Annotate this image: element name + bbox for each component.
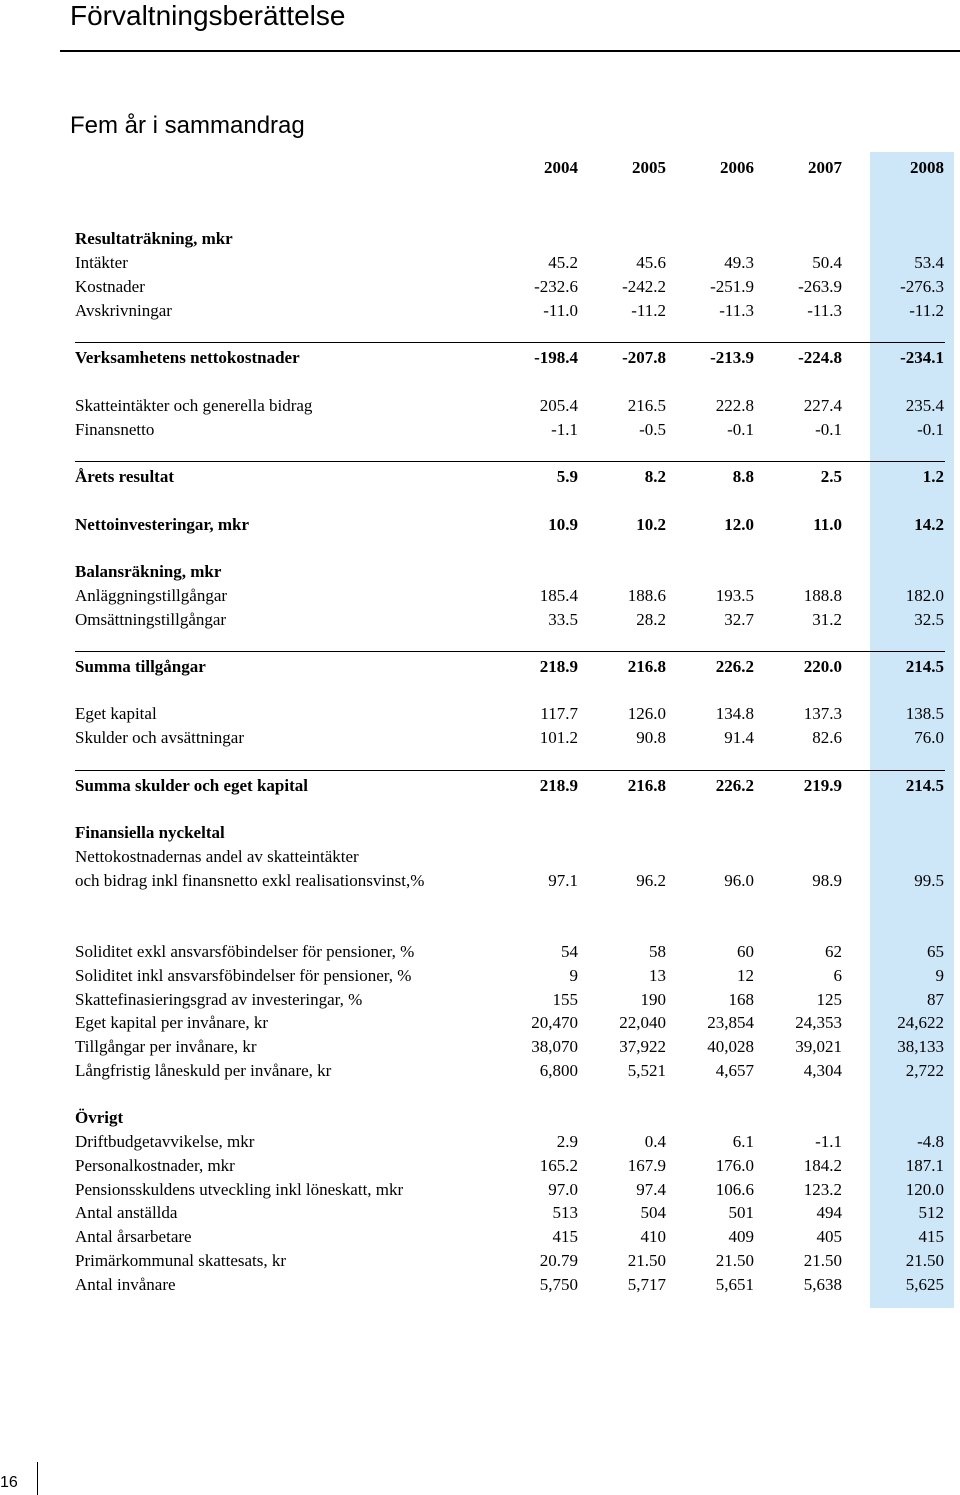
table-row	[75, 467, 945, 491]
row-value: 504	[640, 1203, 666, 1222]
row-label: Nettokostnadernas andel av skatteintäkter	[75, 847, 359, 866]
row-value: -0.1	[727, 420, 754, 439]
row-value: -0.1	[917, 420, 944, 439]
row-label: Avskrivningar	[75, 301, 172, 320]
row-value: 193.5	[715, 586, 754, 605]
row-value: -11.3	[719, 301, 754, 320]
row-value: 2,722	[905, 1061, 944, 1080]
row-value: 137.3	[803, 704, 842, 723]
row-value: -234.1	[900, 348, 944, 367]
row-value: 12.0	[724, 515, 754, 534]
row-value: 182.0	[905, 586, 944, 605]
row-label: Finansnetto	[75, 420, 155, 439]
table-row	[75, 348, 945, 372]
row-value: 214.5	[905, 776, 944, 795]
row-value: 8.2	[644, 467, 666, 486]
table-row	[75, 253, 945, 277]
table-row	[75, 942, 945, 966]
row-label: Balansräkning, mkr	[75, 562, 222, 581]
row-label: Verksamhetens nettokostnader	[75, 348, 300, 367]
row-value: -207.8	[622, 348, 666, 367]
row-value: 87	[927, 990, 944, 1009]
row-value: 5.9	[556, 467, 578, 486]
row-value: 38,133	[897, 1037, 944, 1056]
row-label: Eget kapital per invånare, kr	[75, 1013, 269, 1032]
row-label: Antal årsarbetare	[75, 1227, 192, 1246]
table-row	[75, 823, 945, 847]
row-value: 501	[728, 1203, 754, 1222]
row-value: 9	[935, 966, 944, 985]
row-value: 4,657	[715, 1061, 754, 1080]
row-value: 6,800	[539, 1061, 578, 1080]
row-value: 216.5	[627, 396, 666, 415]
row-value: -276.3	[900, 277, 944, 296]
row-label: Omsättningstillgångar	[75, 610, 227, 629]
row-label: Driftbudgetavvikelse, mkr	[75, 1132, 255, 1151]
header-rule	[60, 50, 960, 52]
row-value: 40,028	[707, 1037, 754, 1056]
row-value: 31.2	[812, 610, 842, 629]
row-label: Nettoinvesteringar, mkr	[75, 515, 250, 534]
row-value: 123.2	[803, 1180, 842, 1199]
row-value: 76.0	[914, 728, 944, 747]
row-value: 23,854	[707, 1013, 754, 1032]
table-row	[75, 610, 945, 634]
section-rule	[75, 651, 945, 652]
row-value: 218.9	[539, 776, 578, 795]
row-label: Primärkommunal skattesats, kr	[75, 1251, 287, 1270]
row-value: 188.8	[803, 586, 842, 605]
row-value: 190	[640, 990, 666, 1009]
row-label: Tillgångar per invånare, kr	[75, 1037, 257, 1056]
row-value: 415	[918, 1227, 944, 1246]
table-row	[75, 704, 945, 728]
row-value: 97.0	[548, 1180, 578, 1199]
row-value: -213.9	[710, 348, 754, 367]
row-value: 50.4	[812, 253, 842, 272]
row-value: 513	[552, 1203, 578, 1222]
row-value: 5,750	[539, 1275, 578, 1294]
year-header: 2005	[632, 158, 666, 177]
row-value: 187.1	[905, 1156, 944, 1175]
row-value: 60	[737, 942, 754, 961]
row-value: 226.2	[715, 776, 754, 795]
row-value: 91.4	[724, 728, 754, 747]
table-row	[75, 229, 945, 253]
table-row	[75, 1275, 945, 1299]
table-row	[75, 515, 945, 539]
row-value: 126.0	[627, 704, 666, 723]
row-value: 9	[569, 966, 578, 985]
row-value: 32.5	[914, 610, 944, 629]
row-value: 20.79	[539, 1251, 578, 1270]
row-value: 21.50	[905, 1251, 944, 1270]
row-value: 5,625	[905, 1275, 944, 1294]
document-header-title: Förvaltningsberättelse	[70, 0, 346, 31]
row-value: 33.5	[548, 610, 578, 629]
table-row	[75, 562, 945, 586]
row-value: 216.8	[627, 657, 666, 676]
row-value: 99.5	[914, 871, 944, 890]
row-value: 218.9	[539, 657, 578, 676]
row-value: 97.4	[636, 1180, 666, 1199]
row-value: 188.6	[627, 586, 666, 605]
row-label: Pensionsskuldens utveckling inkl löneskatt, mkr	[75, 1180, 404, 1199]
row-value: -0.1	[815, 420, 842, 439]
year-header: 2004	[544, 158, 578, 177]
row-value: -263.9	[798, 277, 842, 296]
row-value: 21.50	[627, 1251, 666, 1270]
table-row	[75, 1108, 945, 1132]
row-value: 167.9	[627, 1156, 666, 1175]
row-value: -4.8	[917, 1132, 944, 1151]
row-value: 106.6	[715, 1180, 754, 1199]
row-value: 90.8	[636, 728, 666, 747]
row-value: 62	[825, 942, 842, 961]
section-rule	[75, 770, 945, 771]
row-value: 216.8	[627, 776, 666, 795]
row-value: 54	[561, 942, 578, 961]
row-label: Resultaträkning, mkr	[75, 229, 233, 248]
table-row	[75, 657, 945, 681]
table-row	[75, 586, 945, 610]
row-label: Soliditet inkl ansvarsföbindelser för pensioner, %	[75, 966, 412, 985]
row-value: 410	[640, 1227, 666, 1246]
row-value: 494	[816, 1203, 842, 1222]
row-value: -242.2	[622, 277, 666, 296]
row-value: 96.2	[636, 871, 666, 890]
row-value: -224.8	[798, 348, 842, 367]
row-value: 176.0	[715, 1156, 754, 1175]
row-value: -11.0	[543, 301, 578, 320]
row-label: Personalkostnader, mkr	[75, 1156, 235, 1175]
row-value: 205.4	[539, 396, 578, 415]
row-label: Skulder och avsättningar	[75, 728, 245, 747]
row-value: 96.0	[724, 871, 754, 890]
section-rule	[75, 461, 945, 462]
section-title: Fem år i sammandrag	[70, 112, 305, 139]
row-value: 2.9	[556, 1132, 578, 1151]
row-value: 13	[649, 966, 666, 985]
row-value: 65	[927, 942, 944, 961]
year-header: 2007	[808, 158, 842, 177]
row-value: 28.2	[636, 610, 666, 629]
row-value: -198.4	[534, 348, 578, 367]
row-value: 49.3	[724, 253, 754, 272]
row-value: 1.2	[922, 467, 944, 486]
row-value: 101.2	[539, 728, 578, 747]
row-value: 6.1	[732, 1132, 754, 1151]
table-row	[75, 847, 945, 871]
row-value: 220.0	[803, 657, 842, 676]
row-value: 39,021	[795, 1037, 842, 1056]
row-value: 2.5	[820, 467, 842, 486]
row-value: 226.2	[715, 657, 754, 676]
row-label: Intäkter	[75, 253, 128, 272]
row-label: Summa skulder och eget kapital	[75, 776, 308, 795]
row-value: 21.50	[715, 1251, 754, 1270]
table-row	[75, 1013, 945, 1037]
row-value: 38,070	[531, 1037, 578, 1056]
row-label: och bidrag inkl finansnetto exkl realisationsvinst,%	[75, 871, 425, 890]
row-value: 134.8	[715, 704, 754, 723]
table-row	[75, 1037, 945, 1061]
row-value: 185.4	[539, 586, 578, 605]
row-value: 222.8	[715, 396, 754, 415]
row-label: Skattefinasieringsgrad av investeringar, %	[75, 990, 363, 1009]
row-value: -1.1	[815, 1132, 842, 1151]
table-row	[75, 277, 945, 301]
row-value: -251.9	[710, 277, 754, 296]
row-value: 8.8	[732, 467, 754, 486]
page-number-rule	[37, 1462, 38, 1495]
row-value: 409	[728, 1227, 754, 1246]
table-row	[75, 728, 945, 752]
row-label: Kostnader	[75, 277, 145, 296]
row-value: 219.9	[803, 776, 842, 795]
row-value: -11.2	[631, 301, 666, 320]
row-value: 5,638	[803, 1275, 842, 1294]
table-row	[75, 301, 945, 325]
row-label: Summa tillgångar	[75, 657, 206, 676]
row-value: 214.5	[905, 657, 944, 676]
table-row	[75, 1156, 945, 1180]
row-value: 415	[552, 1227, 578, 1246]
row-label: Soliditet exkl ansvarsföbindelser för pensioner, %	[75, 942, 415, 961]
table-row	[75, 1203, 945, 1227]
table-row	[75, 420, 945, 444]
row-value: 168	[728, 990, 754, 1009]
row-value: 6	[833, 966, 842, 985]
row-value: 32.7	[724, 610, 754, 629]
row-value: 45.6	[636, 253, 666, 272]
row-value: 5,651	[715, 1275, 754, 1294]
row-value: 53.4	[914, 253, 944, 272]
row-value: 5,521	[627, 1061, 666, 1080]
row-value: 82.6	[812, 728, 842, 747]
row-value: 4,304	[803, 1061, 842, 1080]
row-value: 10.9	[548, 515, 578, 534]
table-row	[75, 396, 945, 420]
row-label: Antal anställda	[75, 1203, 178, 1222]
row-value: 405	[816, 1227, 842, 1246]
row-value: 5,717	[627, 1275, 666, 1294]
table-row	[75, 966, 945, 990]
table-row	[75, 1061, 945, 1085]
row-value: -11.3	[807, 301, 842, 320]
row-value: 97.1	[548, 871, 578, 890]
row-value: 10.2	[636, 515, 666, 534]
year-header: 2006	[720, 158, 754, 177]
row-value: 117.7	[540, 704, 578, 723]
row-value: -0.5	[639, 420, 666, 439]
row-value: 24,622	[897, 1013, 944, 1032]
row-label: Övrigt	[75, 1108, 124, 1127]
table-row	[75, 1132, 945, 1156]
row-value: -11.2	[909, 301, 944, 320]
row-label: Årets resultat	[75, 467, 174, 486]
row-value: 0.4	[644, 1132, 666, 1151]
row-value: 11.0	[813, 515, 842, 534]
row-value: 21.50	[803, 1251, 842, 1270]
row-value: 138.5	[905, 704, 944, 723]
row-value: 45.2	[548, 253, 578, 272]
row-value: 512	[918, 1203, 944, 1222]
row-value: 125	[816, 990, 842, 1009]
row-value: 165.2	[539, 1156, 578, 1175]
row-value: 120.0	[905, 1180, 944, 1199]
row-value: 20,470	[531, 1013, 578, 1032]
row-label: Finansiella nyckeltal	[75, 823, 225, 842]
table-row	[75, 776, 945, 800]
page-number: 16	[0, 1474, 18, 1491]
row-value: 24,353	[795, 1013, 842, 1032]
row-value: -232.6	[534, 277, 578, 296]
row-value: -1.1	[551, 420, 578, 439]
table-row	[75, 1180, 945, 1204]
table-row	[75, 1227, 945, 1251]
row-value: 227.4	[803, 396, 842, 415]
row-label: Anläggningstillgångar	[75, 586, 228, 605]
row-label: Eget kapital	[75, 704, 157, 723]
row-label: Skatteintäkter och generella bidrag	[75, 396, 313, 415]
row-value: 14.2	[914, 515, 944, 534]
row-value: 37,922	[619, 1037, 666, 1056]
row-value: 12	[737, 966, 754, 985]
section-rule	[75, 342, 945, 343]
table-row	[75, 871, 945, 895]
row-value: 58	[649, 942, 666, 961]
year-header: 2008	[910, 158, 944, 177]
row-value: 98.9	[812, 871, 842, 890]
table-row	[75, 1251, 945, 1275]
row-value: 22,040	[619, 1013, 666, 1032]
row-label: Antal invånare	[75, 1275, 176, 1294]
row-value: 235.4	[905, 396, 944, 415]
row-value: 155	[552, 990, 578, 1009]
table-row	[75, 990, 945, 1014]
row-value: 184.2	[803, 1156, 842, 1175]
row-label: Långfristig låneskuld per invånare, kr	[75, 1061, 332, 1080]
